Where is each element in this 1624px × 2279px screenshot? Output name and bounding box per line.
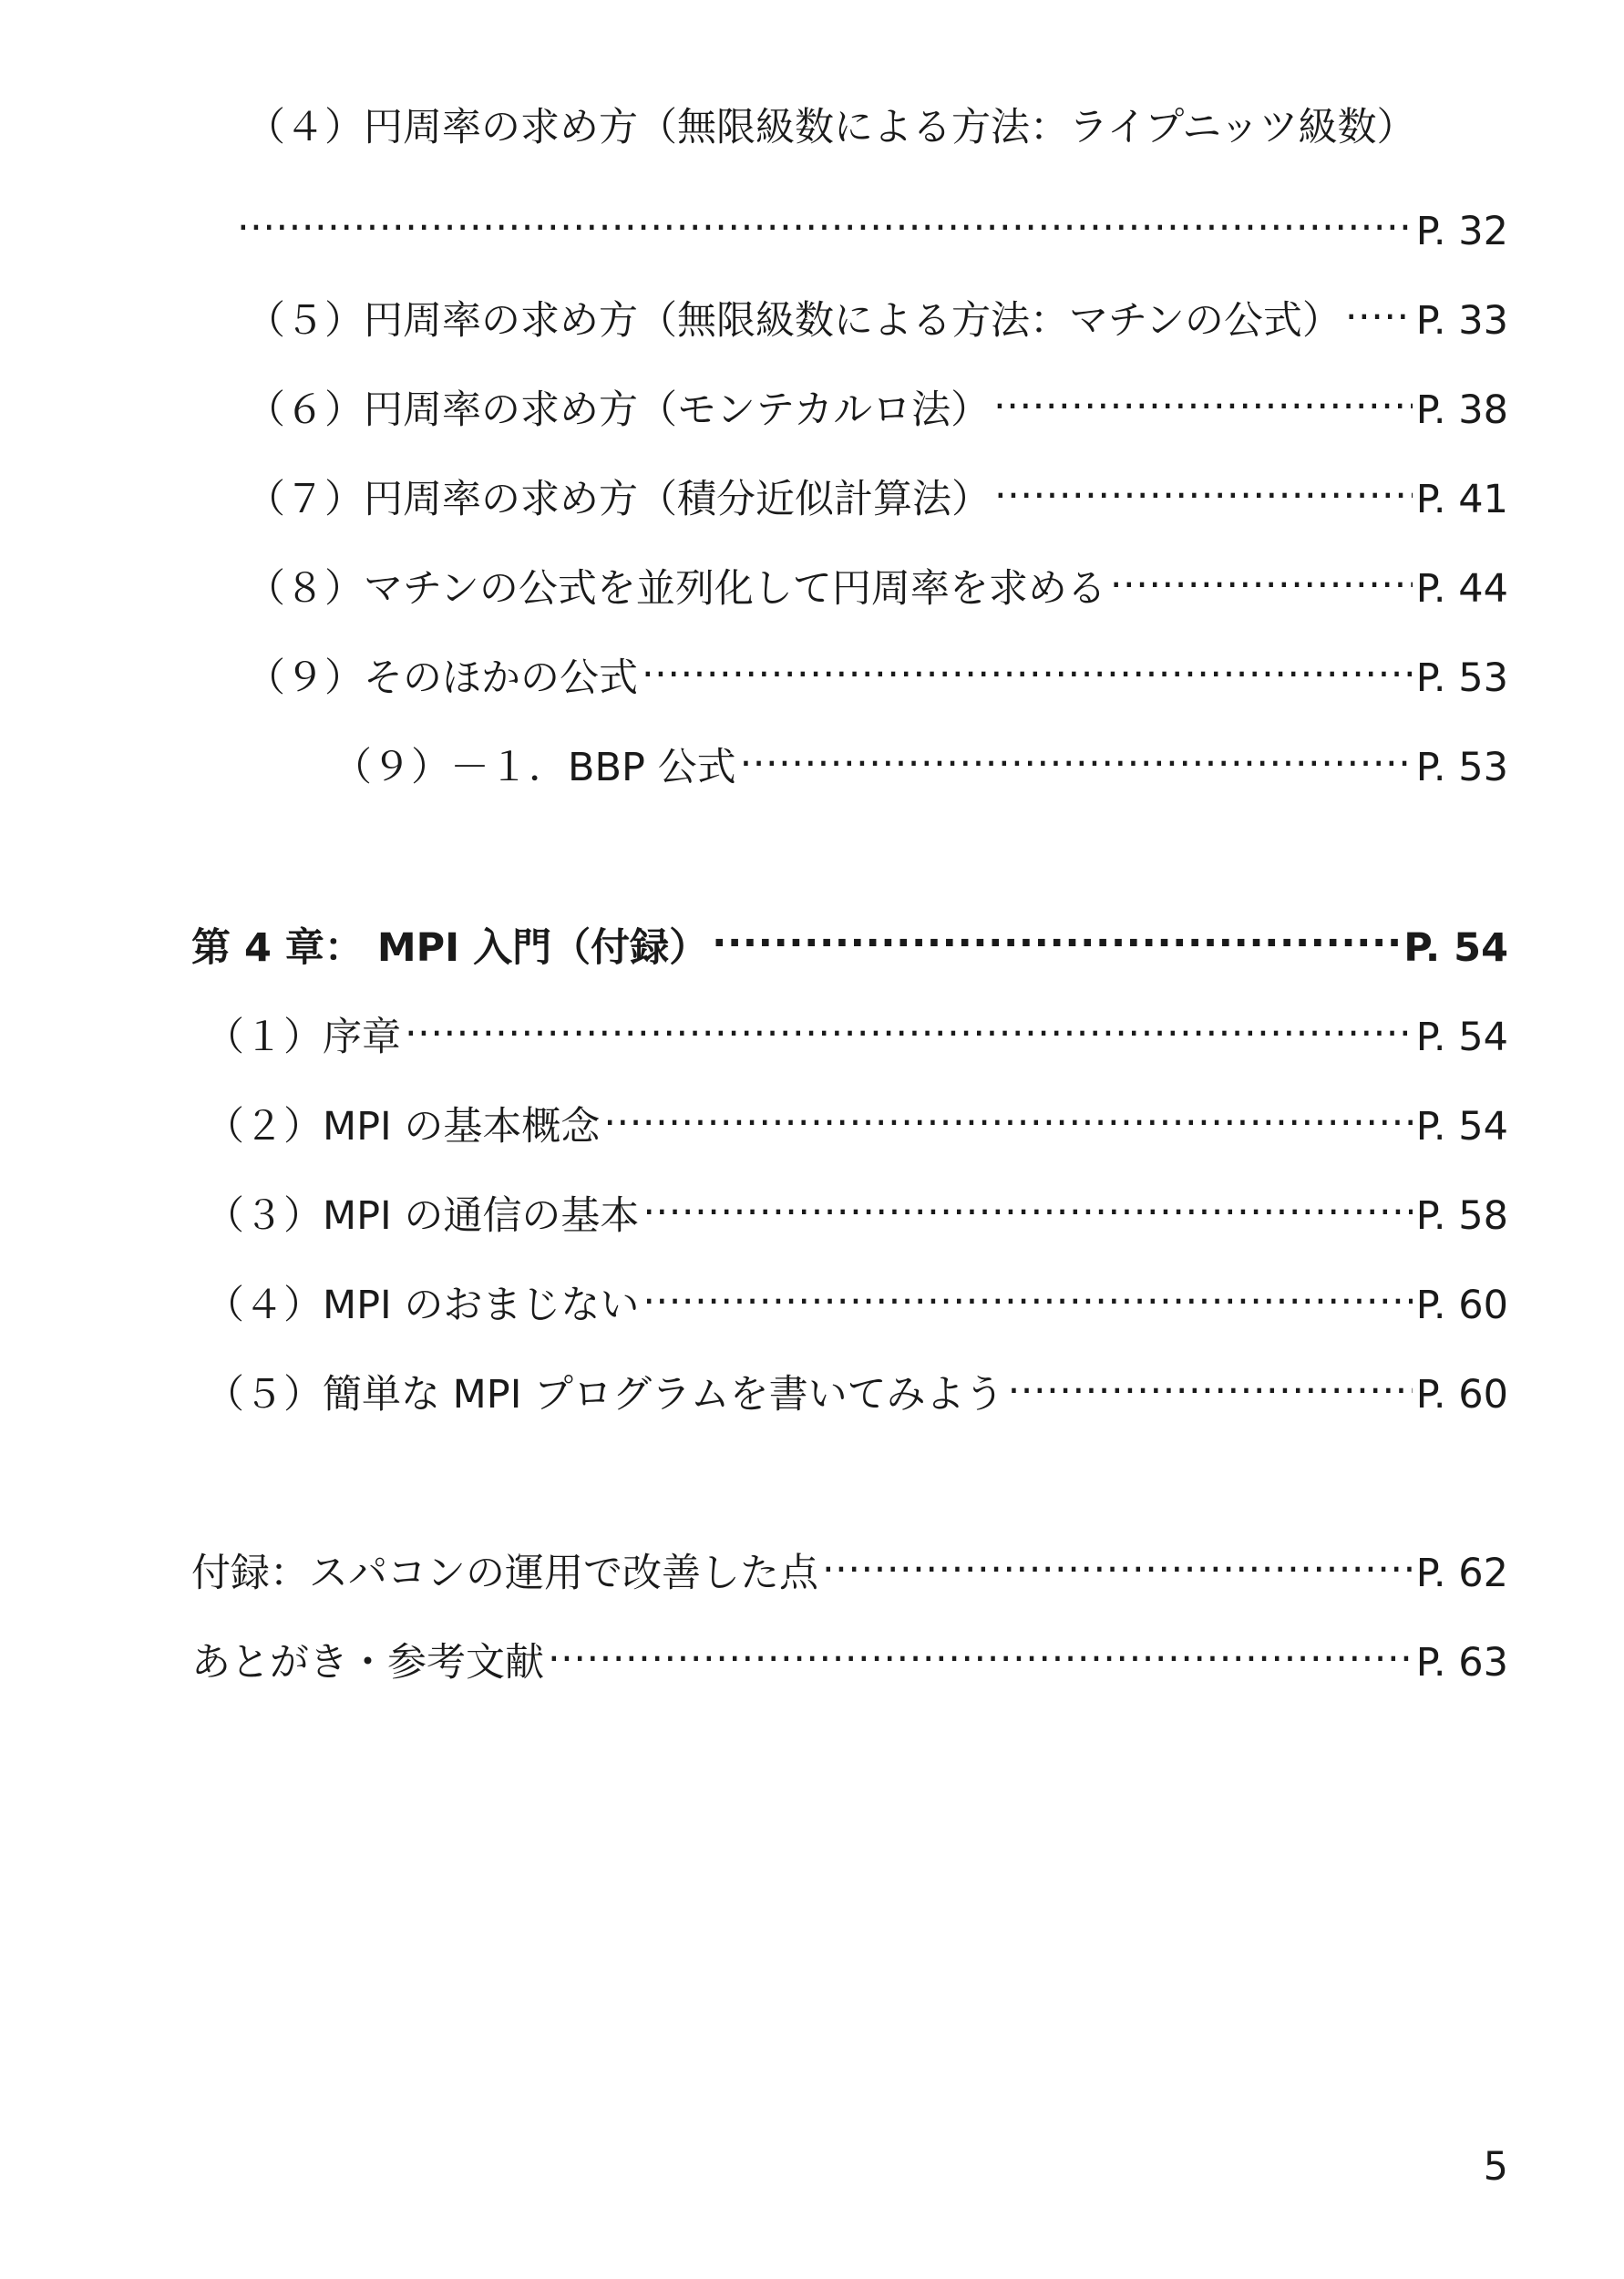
dot-leader [237, 190, 1413, 244]
dot-leader [1008, 1353, 1413, 1408]
toc-entry-title: （６）円周率の求め方（モンテカルロ法） [246, 387, 991, 433]
dot-leader [603, 1085, 1412, 1140]
toc-entry [191, 1621, 1508, 1686]
toc-entry-page: P. 58 [1415, 1193, 1508, 1239]
toc-entry [205, 1263, 1508, 1328]
toc-entry-page: P. 32 [1415, 209, 1508, 254]
toc-entry [205, 1174, 1508, 1239]
toc-entry [191, 190, 1508, 254]
toc-entry-title: （５）簡単な MPI プログラムを書いてみよう [205, 1372, 1004, 1418]
toc-entry-title: （４）MPI のおまじない [205, 1283, 640, 1328]
toc-entry-title: （７）円周率の求め方（積分近似計算法） [246, 477, 991, 522]
toc-entry-page: P. 54 [1403, 925, 1508, 971]
toc-entry-title: 第 4 章： MPI 入門（付録） [191, 925, 709, 971]
dot-leader [822, 1531, 1413, 1586]
toc-entry [246, 636, 1508, 701]
toc-entry-title: （４）円周率の求め方（無限級数による方法：ライプニッツ級数） [246, 105, 1416, 150]
toc-entry-page: P. 33 [1415, 298, 1508, 344]
dot-leader [642, 1263, 1412, 1318]
toc-entry [246, 458, 1508, 522]
toc-entry-page: P. 54 [1415, 1015, 1508, 1060]
toc-entry-page: P. 54 [1415, 1104, 1508, 1150]
dot-leader [1110, 547, 1413, 602]
toc-entry-page: P. 53 [1415, 655, 1508, 701]
toc-chapter-entry [191, 906, 1508, 971]
toc-entry-page: P. 62 [1415, 1551, 1508, 1596]
page-number: 5 [1483, 2144, 1508, 2190]
toc-entry-title: あとがき・参考文献 [191, 1640, 544, 1686]
dot-leader [993, 368, 1413, 423]
toc-entry-title: （２）MPI の基本概念 [205, 1104, 601, 1150]
dot-leader [712, 906, 1400, 961]
dot-leader [642, 636, 1413, 691]
toc-entry [205, 995, 1508, 1060]
toc-entry-title: （９）そのほかの公式 [246, 655, 638, 701]
dot-leader [1345, 279, 1413, 334]
toc-entry-title: （８）マチンの公式を並列化して円周率を求める [246, 566, 1106, 612]
toc-entry-title: （５）円周率の求め方（無限級数による方法：マチンの公式） [246, 298, 1341, 344]
toc-entry [246, 368, 1508, 433]
toc-entry [205, 1085, 1508, 1150]
toc-entry-page: P. 53 [1415, 745, 1508, 790]
toc-entry-title: （１）序章 [205, 1015, 401, 1060]
toc-entry [246, 100, 1508, 155]
toc-entry [191, 1531, 1508, 1596]
toc-entry-page: P. 60 [1415, 1283, 1508, 1328]
toc-entry-title: （９）－１．BBP 公式 [333, 745, 736, 790]
toc-entry [246, 279, 1508, 344]
toc-entry [333, 726, 1508, 790]
dot-leader [642, 1174, 1412, 1229]
toc-entry-page: P. 60 [1415, 1372, 1508, 1418]
toc-entry-title: 付録：スパコンの運用で改善した点 [191, 1551, 818, 1596]
toc-entry-title: （３）MPI の通信の基本 [205, 1193, 640, 1239]
toc-entry-page: P. 63 [1415, 1640, 1508, 1686]
toc-entry [246, 547, 1508, 612]
dot-leader [548, 1621, 1413, 1676]
dot-leader [994, 458, 1413, 512]
toc-entry-page: P. 41 [1415, 477, 1508, 522]
dot-leader [405, 995, 1413, 1050]
toc-entry-page: P. 38 [1415, 387, 1508, 433]
dot-leader [740, 726, 1413, 780]
toc-entry-page: P. 44 [1415, 566, 1508, 612]
toc-entry [205, 1353, 1508, 1418]
